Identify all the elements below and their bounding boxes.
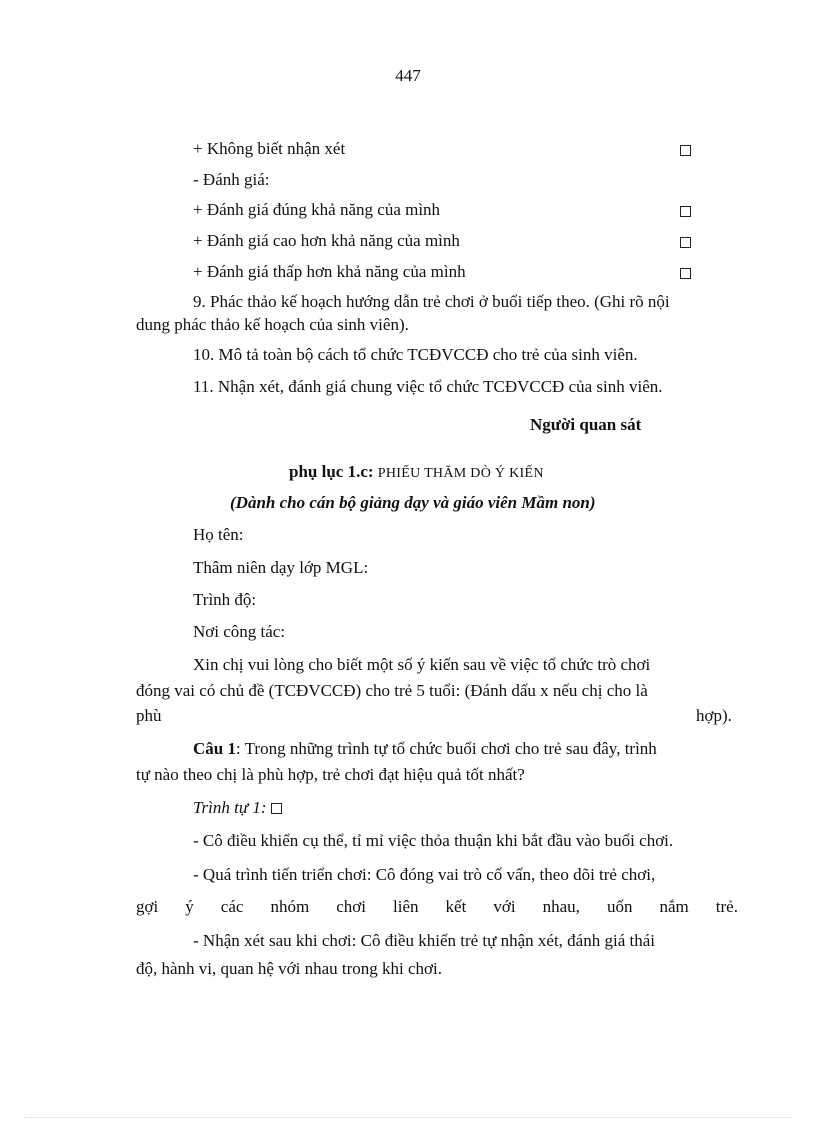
justified-word: kết [445,897,467,916]
intro-line-1: Xin chị vui lòng cho biết một số ý kiến sau về việc tổ chức trò chơi [193,655,651,674]
page-number: 447 [395,66,421,85]
checkbox-higher[interactable] [680,237,691,248]
intro-line-3-left: phù [136,706,162,725]
appendix-subtitle: (Dành cho cán bộ giảng dạy và giáo viên Mầm non) [230,493,596,512]
eval-item-no-comment: + Không biết nhận xét [193,139,346,158]
justified-word: trẻ. [715,897,738,916]
sequence-1-step-3-line-1: - Nhận xét sau khi chơi: Cô điều khiển trẻ tự nhận xét, đánh giá thái [193,931,655,950]
sequence-1-label: Trình tự 1: [193,798,267,817]
sequence-1-heading [193,798,282,818]
field-name: Họ tên: [193,525,244,544]
observer-signature-label: Người quan sát [530,415,642,434]
question-1-line-1 [193,739,657,759]
field-workplace: Nơi công tác: [193,622,286,641]
checkbox-no-comment[interactable] [680,145,691,156]
sequence-1-step-2-line-2 [136,897,738,917]
justified-word: uốn [606,897,633,916]
eval-item-accurate: + Đánh giá đúng khả năng của mình [193,200,441,219]
question-1-text: : Trong những trình tự tổ chức buổi chơi cho trẻ sau đây, trình [235,739,657,758]
justified-word: các [220,897,244,916]
sequence-1-step-2-line-1: - Quá trình tiến triển chơi: Cô đóng vai trò cố vấn, theo dõi trẻ chơi, [193,865,656,884]
justified-word: nhóm [270,897,310,916]
question-1-line-2: tự nào theo chị là phù hợp, trẻ chơi đạt hiệu quả tốt nhất? [136,765,525,784]
item-9-line-1: 9. Phác thảo kế hoạch hướng dẫn trẻ chơi ở buổi tiếp theo. (Ghi rõ nội [193,292,670,311]
justified-word: với [493,897,516,916]
checkbox-sequence-1[interactable] [271,803,282,814]
justified-word: nắm [659,897,689,916]
field-level: Trình độ: [193,590,257,609]
sequence-1-step-3-line-2: độ, hành vi, quan hệ với nhau trong khi chơi. [136,959,442,978]
justified-word: chơi [336,897,366,916]
item-11: 11. Nhận xét, đánh giá chung việc tổ chức TCĐVCCĐ của sinh viên. [193,377,663,396]
eval-item-lower: + Đánh giá thấp hơn khả năng của mình [193,262,466,281]
checkbox-lower[interactable] [680,268,691,279]
item-10: 10. Mô tả toàn bộ cách tổ chức TCĐVCCĐ cho trẻ của sinh viên. [193,345,638,364]
sequence-1-step-1: - Cô điều khiển cụ thể, tỉ mỉ việc thỏa thuận khi bắt đầu vào buổi chơi. [193,831,674,850]
eval-heading: - Đánh giá: [193,170,270,189]
justified-word: liên [393,897,419,916]
item-9-line-2: dung phác thảo kế hoạch của sinh viên). [136,315,409,334]
intro-line-3-right: hợp). [696,706,732,725]
appendix-title [289,462,544,484]
eval-item-higher: + Đánh giá cao hơn khả năng của mình [193,231,460,250]
intro-line-2: đóng vai có chủ đề (TCĐVCCĐ) cho trẻ 5 tuổi: (Đánh dấu x nếu chị cho là [136,681,648,700]
field-seniority: Thâm niên dạy lớp MGL: [193,558,369,577]
justified-word: gợi [136,897,159,916]
question-1-label: Câu 1 [193,739,236,758]
justified-word: nhau, [542,897,580,916]
page-footer-divider [24,1117,792,1118]
appendix-heading: PHIẾU THĂM DÒ Ý KIẾN [377,466,544,481]
justified-word: ý [185,897,194,916]
checkbox-accurate[interactable] [680,206,691,217]
appendix-label: phụ lục 1.c: [289,462,374,481]
